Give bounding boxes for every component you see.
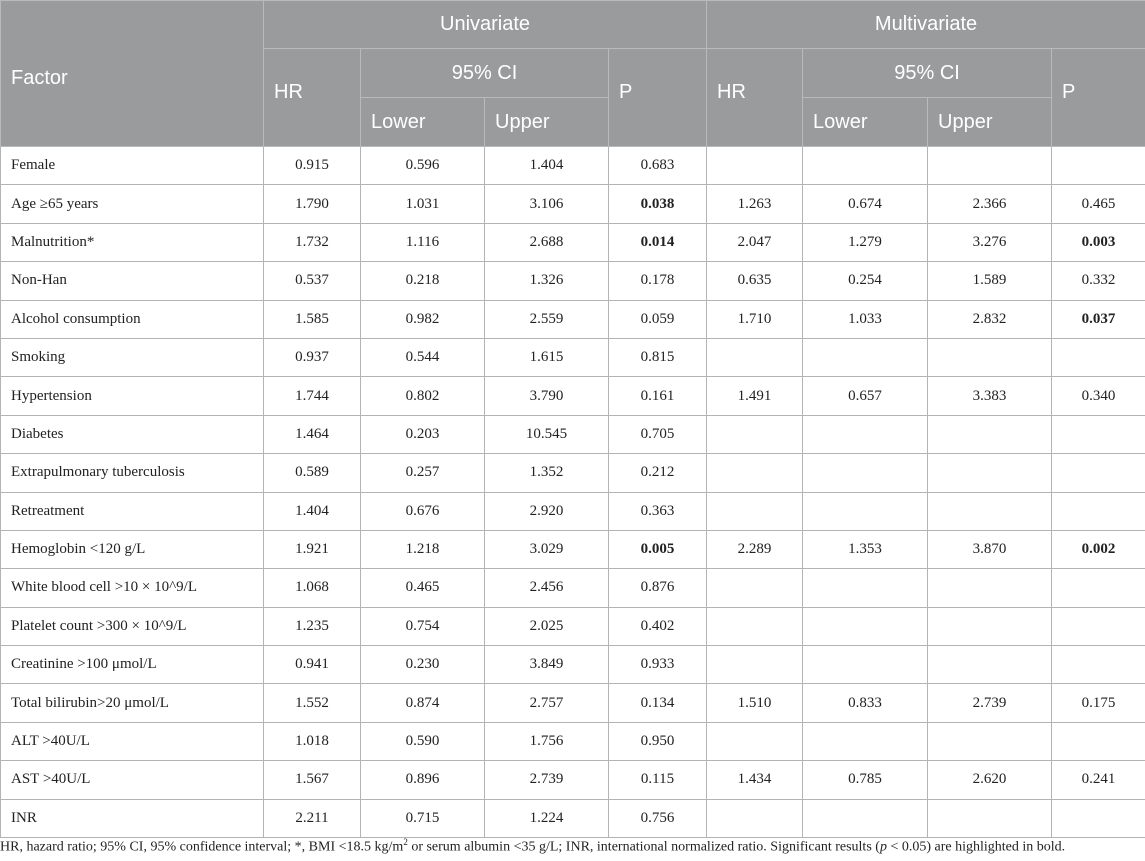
cell-univariate-lower: 1.116 (361, 223, 485, 261)
cell-univariate-p: 0.756 (609, 799, 707, 837)
cell-multivariate-p: 0.332 (1052, 262, 1145, 300)
cell-univariate-p: 0.815 (609, 338, 707, 376)
table-row (1, 223, 1145, 261)
cell-multivariate-hr (707, 454, 803, 492)
cell-univariate-lower: 0.203 (361, 415, 485, 453)
cell-univariate-upper: 2.456 (485, 569, 609, 607)
cell-multivariate-upper: 3.276 (928, 223, 1052, 261)
cell-univariate-lower: 0.218 (361, 262, 485, 300)
cell-factor: Non-Han (1, 262, 264, 300)
table-row (1, 761, 1145, 799)
footnote-superscript: 2 (403, 837, 408, 847)
cell-univariate-p: 0.950 (609, 722, 707, 760)
table-header (1, 1, 1145, 147)
cell-univariate-upper: 3.790 (485, 377, 609, 415)
cell-univariate-upper: 2.757 (485, 684, 609, 722)
cell-multivariate-lower: 1.279 (803, 223, 928, 261)
cell-univariate-hr: 1.567 (264, 761, 361, 799)
table-row (1, 569, 1145, 607)
cell-univariate-upper: 10.545 (485, 415, 609, 453)
cell-multivariate-upper: 3.383 (928, 377, 1052, 415)
cell-multivariate-upper (928, 454, 1052, 492)
header-multivariate-ci: 95% CI (803, 49, 1052, 98)
cell-factor: INR (1, 799, 264, 837)
cell-multivariate-lower (803, 607, 928, 645)
cell-univariate-p: 0.038 (609, 185, 707, 223)
cell-univariate-lower: 0.596 (361, 147, 485, 185)
cell-multivariate-hr (707, 415, 803, 453)
cell-factor: Platelet count >300 × 10^9/L (1, 607, 264, 645)
cell-univariate-upper: 1.352 (485, 454, 609, 492)
cell-multivariate-hr (707, 799, 803, 837)
cell-multivariate-p (1052, 338, 1145, 376)
cell-multivariate-upper (928, 338, 1052, 376)
cell-univariate-p: 0.059 (609, 300, 707, 338)
table-row (1, 338, 1145, 376)
cell-factor: Hypertension (1, 377, 264, 415)
cell-factor: Age ≥65 years (1, 185, 264, 223)
header-univariate-lower: Lower (361, 98, 485, 147)
cell-univariate-p: 0.933 (609, 646, 707, 684)
cell-multivariate-p (1052, 415, 1145, 453)
footnote-part3: < 0.05) are highlighted in bold. (886, 839, 1066, 855)
table-row (1, 262, 1145, 300)
cell-multivariate-upper (928, 799, 1052, 837)
cell-univariate-upper: 3.849 (485, 646, 609, 684)
header-multivariate-lower: Lower (803, 98, 928, 147)
cell-multivariate-hr: 1.434 (707, 761, 803, 799)
header-multivariate: Multivariate (707, 1, 1145, 49)
cell-univariate-upper: 1.404 (485, 147, 609, 185)
table-row (1, 530, 1145, 568)
cell-factor: Extrapulmonary tuberculosis (1, 454, 264, 492)
cell-multivariate-upper: 2.832 (928, 300, 1052, 338)
cell-multivariate-upper (928, 415, 1052, 453)
cell-multivariate-hr: 1.263 (707, 185, 803, 223)
cell-univariate-lower: 0.590 (361, 722, 485, 760)
cell-factor: Smoking (1, 338, 264, 376)
cell-univariate-lower: 0.676 (361, 492, 485, 530)
cell-multivariate-hr (707, 569, 803, 607)
cell-univariate-hr: 0.589 (264, 454, 361, 492)
cell-multivariate-lower (803, 415, 928, 453)
cell-univariate-hr: 1.068 (264, 569, 361, 607)
cell-multivariate-upper: 3.870 (928, 530, 1052, 568)
cell-univariate-lower: 1.218 (361, 530, 485, 568)
cell-factor: White blood cell >10 × 10^9/L (1, 569, 264, 607)
header-multivariate-p: P (1052, 49, 1145, 147)
cell-univariate-lower: 0.802 (361, 377, 485, 415)
cell-multivariate-hr: 2.047 (707, 223, 803, 261)
table-row (1, 454, 1145, 492)
cell-univariate-p: 0.876 (609, 569, 707, 607)
cell-multivariate-p: 0.465 (1052, 185, 1145, 223)
cell-multivariate-upper: 2.366 (928, 185, 1052, 223)
cell-multivariate-hr (707, 722, 803, 760)
cell-multivariate-lower: 0.657 (803, 377, 928, 415)
cell-multivariate-lower (803, 646, 928, 684)
table-row (1, 684, 1145, 722)
cell-univariate-lower: 1.031 (361, 185, 485, 223)
cell-multivariate-p: 0.340 (1052, 377, 1145, 415)
cell-multivariate-hr: 1.510 (707, 684, 803, 722)
cell-univariate-upper: 2.920 (485, 492, 609, 530)
cell-univariate-p: 0.705 (609, 415, 707, 453)
cell-multivariate-p (1052, 492, 1145, 530)
cell-multivariate-hr: 2.289 (707, 530, 803, 568)
header-multivariate-hr: HR (707, 49, 803, 147)
cell-univariate-upper: 2.559 (485, 300, 609, 338)
table-row (1, 722, 1145, 760)
cell-univariate-hr: 1.464 (264, 415, 361, 453)
table-row (1, 415, 1145, 453)
cell-univariate-lower: 0.257 (361, 454, 485, 492)
table-body (1, 147, 1145, 838)
cell-multivariate-hr (707, 492, 803, 530)
cell-univariate-lower: 0.465 (361, 569, 485, 607)
footnote-italic: p (879, 839, 887, 855)
cell-multivariate-hr (707, 646, 803, 684)
cell-univariate-p: 0.363 (609, 492, 707, 530)
cell-factor: ALT >40U/L (1, 722, 264, 760)
cell-univariate-upper: 1.756 (485, 722, 609, 760)
cell-multivariate-hr (707, 147, 803, 185)
cell-multivariate-p (1052, 569, 1145, 607)
header-univariate: Univariate (264, 1, 707, 49)
cell-univariate-hr: 1.744 (264, 377, 361, 415)
cell-factor: Malnutrition* (1, 223, 264, 261)
table-row (1, 185, 1145, 223)
cell-factor: Total bilirubin>20 μmol/L (1, 684, 264, 722)
cell-multivariate-upper: 2.620 (928, 761, 1052, 799)
cell-multivariate-lower: 0.833 (803, 684, 928, 722)
cell-multivariate-lower: 1.033 (803, 300, 928, 338)
cell-multivariate-lower (803, 492, 928, 530)
cell-multivariate-upper: 1.589 (928, 262, 1052, 300)
cell-multivariate-hr: 1.491 (707, 377, 803, 415)
cell-univariate-p: 0.014 (609, 223, 707, 261)
cell-univariate-upper: 1.615 (485, 338, 609, 376)
cell-multivariate-p: 0.003 (1052, 223, 1145, 261)
header-univariate-ci: 95% CI (361, 49, 609, 98)
cell-multivariate-hr: 0.635 (707, 262, 803, 300)
cell-multivariate-p (1052, 454, 1145, 492)
cell-multivariate-hr (707, 607, 803, 645)
cell-multivariate-upper (928, 492, 1052, 530)
header-univariate-p: P (609, 49, 707, 147)
cell-multivariate-p (1052, 147, 1145, 185)
footnote-part1: HR, hazard ratio; 95% CI, 95% confidence interval; *, BMI <18.5 kg/m (0, 839, 404, 855)
cell-univariate-p: 0.178 (609, 262, 707, 300)
cell-univariate-upper: 1.224 (485, 799, 609, 837)
cell-univariate-hr: 0.537 (264, 262, 361, 300)
cell-multivariate-lower (803, 569, 928, 607)
cell-univariate-lower: 0.715 (361, 799, 485, 837)
cell-multivariate-lower: 0.785 (803, 761, 928, 799)
footnote-part2: or serum albumin <35 g/L; INR, international normalized ratio. Significant results ( (407, 839, 880, 855)
cell-factor: Diabetes (1, 415, 264, 453)
cell-factor: AST >40U/L (1, 761, 264, 799)
cell-multivariate-lower (803, 799, 928, 837)
cell-factor: Creatinine >100 μmol/L (1, 646, 264, 684)
cell-univariate-upper: 2.739 (485, 761, 609, 799)
cell-univariate-lower: 0.896 (361, 761, 485, 799)
cell-multivariate-hr: 1.710 (707, 300, 803, 338)
cell-factor: Hemoglobin <120 g/L (1, 530, 264, 568)
cell-univariate-hr: 1.732 (264, 223, 361, 261)
cell-univariate-lower: 0.754 (361, 607, 485, 645)
cell-univariate-p: 0.212 (609, 454, 707, 492)
table-row (1, 300, 1145, 338)
table-row (1, 377, 1145, 415)
cell-univariate-hr: 0.937 (264, 338, 361, 376)
cell-factor: Female (1, 147, 264, 185)
table-row (1, 492, 1145, 530)
cell-factor: Retreatment (1, 492, 264, 530)
cell-multivariate-lower: 0.254 (803, 262, 928, 300)
cell-univariate-upper: 3.029 (485, 530, 609, 568)
cell-univariate-hr: 1.585 (264, 300, 361, 338)
cell-multivariate-lower: 1.353 (803, 530, 928, 568)
cell-univariate-upper: 2.688 (485, 223, 609, 261)
cell-univariate-p: 0.683 (609, 147, 707, 185)
cell-univariate-lower: 0.982 (361, 300, 485, 338)
cell-univariate-hr: 1.921 (264, 530, 361, 568)
cell-univariate-p: 0.115 (609, 761, 707, 799)
header-factor: Factor (1, 1, 264, 147)
cell-multivariate-upper: 2.739 (928, 684, 1052, 722)
table-row (1, 607, 1145, 645)
table-row (1, 646, 1145, 684)
cell-multivariate-upper (928, 147, 1052, 185)
cell-multivariate-lower (803, 147, 928, 185)
table-footnote (0, 837, 1145, 856)
cell-multivariate-p (1052, 722, 1145, 760)
cell-multivariate-p (1052, 799, 1145, 837)
cell-multivariate-lower (803, 338, 928, 376)
cell-multivariate-lower: 0.674 (803, 185, 928, 223)
header-univariate-hr: HR (264, 49, 361, 147)
cell-factor: Alcohol consumption (1, 300, 264, 338)
cell-univariate-hr: 1.790 (264, 185, 361, 223)
cell-multivariate-lower (803, 722, 928, 760)
header-multivariate-upper: Upper (928, 98, 1052, 147)
cell-univariate-hr: 1.235 (264, 607, 361, 645)
cell-multivariate-p: 0.241 (1052, 761, 1145, 799)
cell-univariate-hr: 0.941 (264, 646, 361, 684)
cell-univariate-hr: 1.552 (264, 684, 361, 722)
cell-univariate-p: 0.402 (609, 607, 707, 645)
cell-multivariate-upper (928, 722, 1052, 760)
cell-multivariate-hr (707, 338, 803, 376)
cell-univariate-hr: 0.915 (264, 147, 361, 185)
cell-univariate-hr: 1.404 (264, 492, 361, 530)
cell-univariate-upper: 1.326 (485, 262, 609, 300)
cell-multivariate-upper (928, 569, 1052, 607)
header-univariate-upper: Upper (485, 98, 609, 147)
cell-univariate-hr: 1.018 (264, 722, 361, 760)
cell-univariate-lower: 0.544 (361, 338, 485, 376)
table-row (1, 799, 1145, 837)
cell-univariate-p: 0.134 (609, 684, 707, 722)
cell-univariate-p: 0.161 (609, 377, 707, 415)
cell-univariate-upper: 3.106 (485, 185, 609, 223)
cell-multivariate-p: 0.002 (1052, 530, 1145, 568)
cell-multivariate-p (1052, 607, 1145, 645)
cell-univariate-lower: 0.230 (361, 646, 485, 684)
cell-multivariate-upper (928, 646, 1052, 684)
cell-univariate-p: 0.005 (609, 530, 707, 568)
cell-multivariate-p: 0.175 (1052, 684, 1145, 722)
cell-multivariate-p (1052, 646, 1145, 684)
cell-multivariate-upper (928, 607, 1052, 645)
cell-univariate-hr: 2.211 (264, 799, 361, 837)
cell-univariate-upper: 2.025 (485, 607, 609, 645)
cell-univariate-lower: 0.874 (361, 684, 485, 722)
cell-multivariate-p: 0.037 (1052, 300, 1145, 338)
table-row (1, 147, 1145, 185)
cell-multivariate-lower (803, 454, 928, 492)
